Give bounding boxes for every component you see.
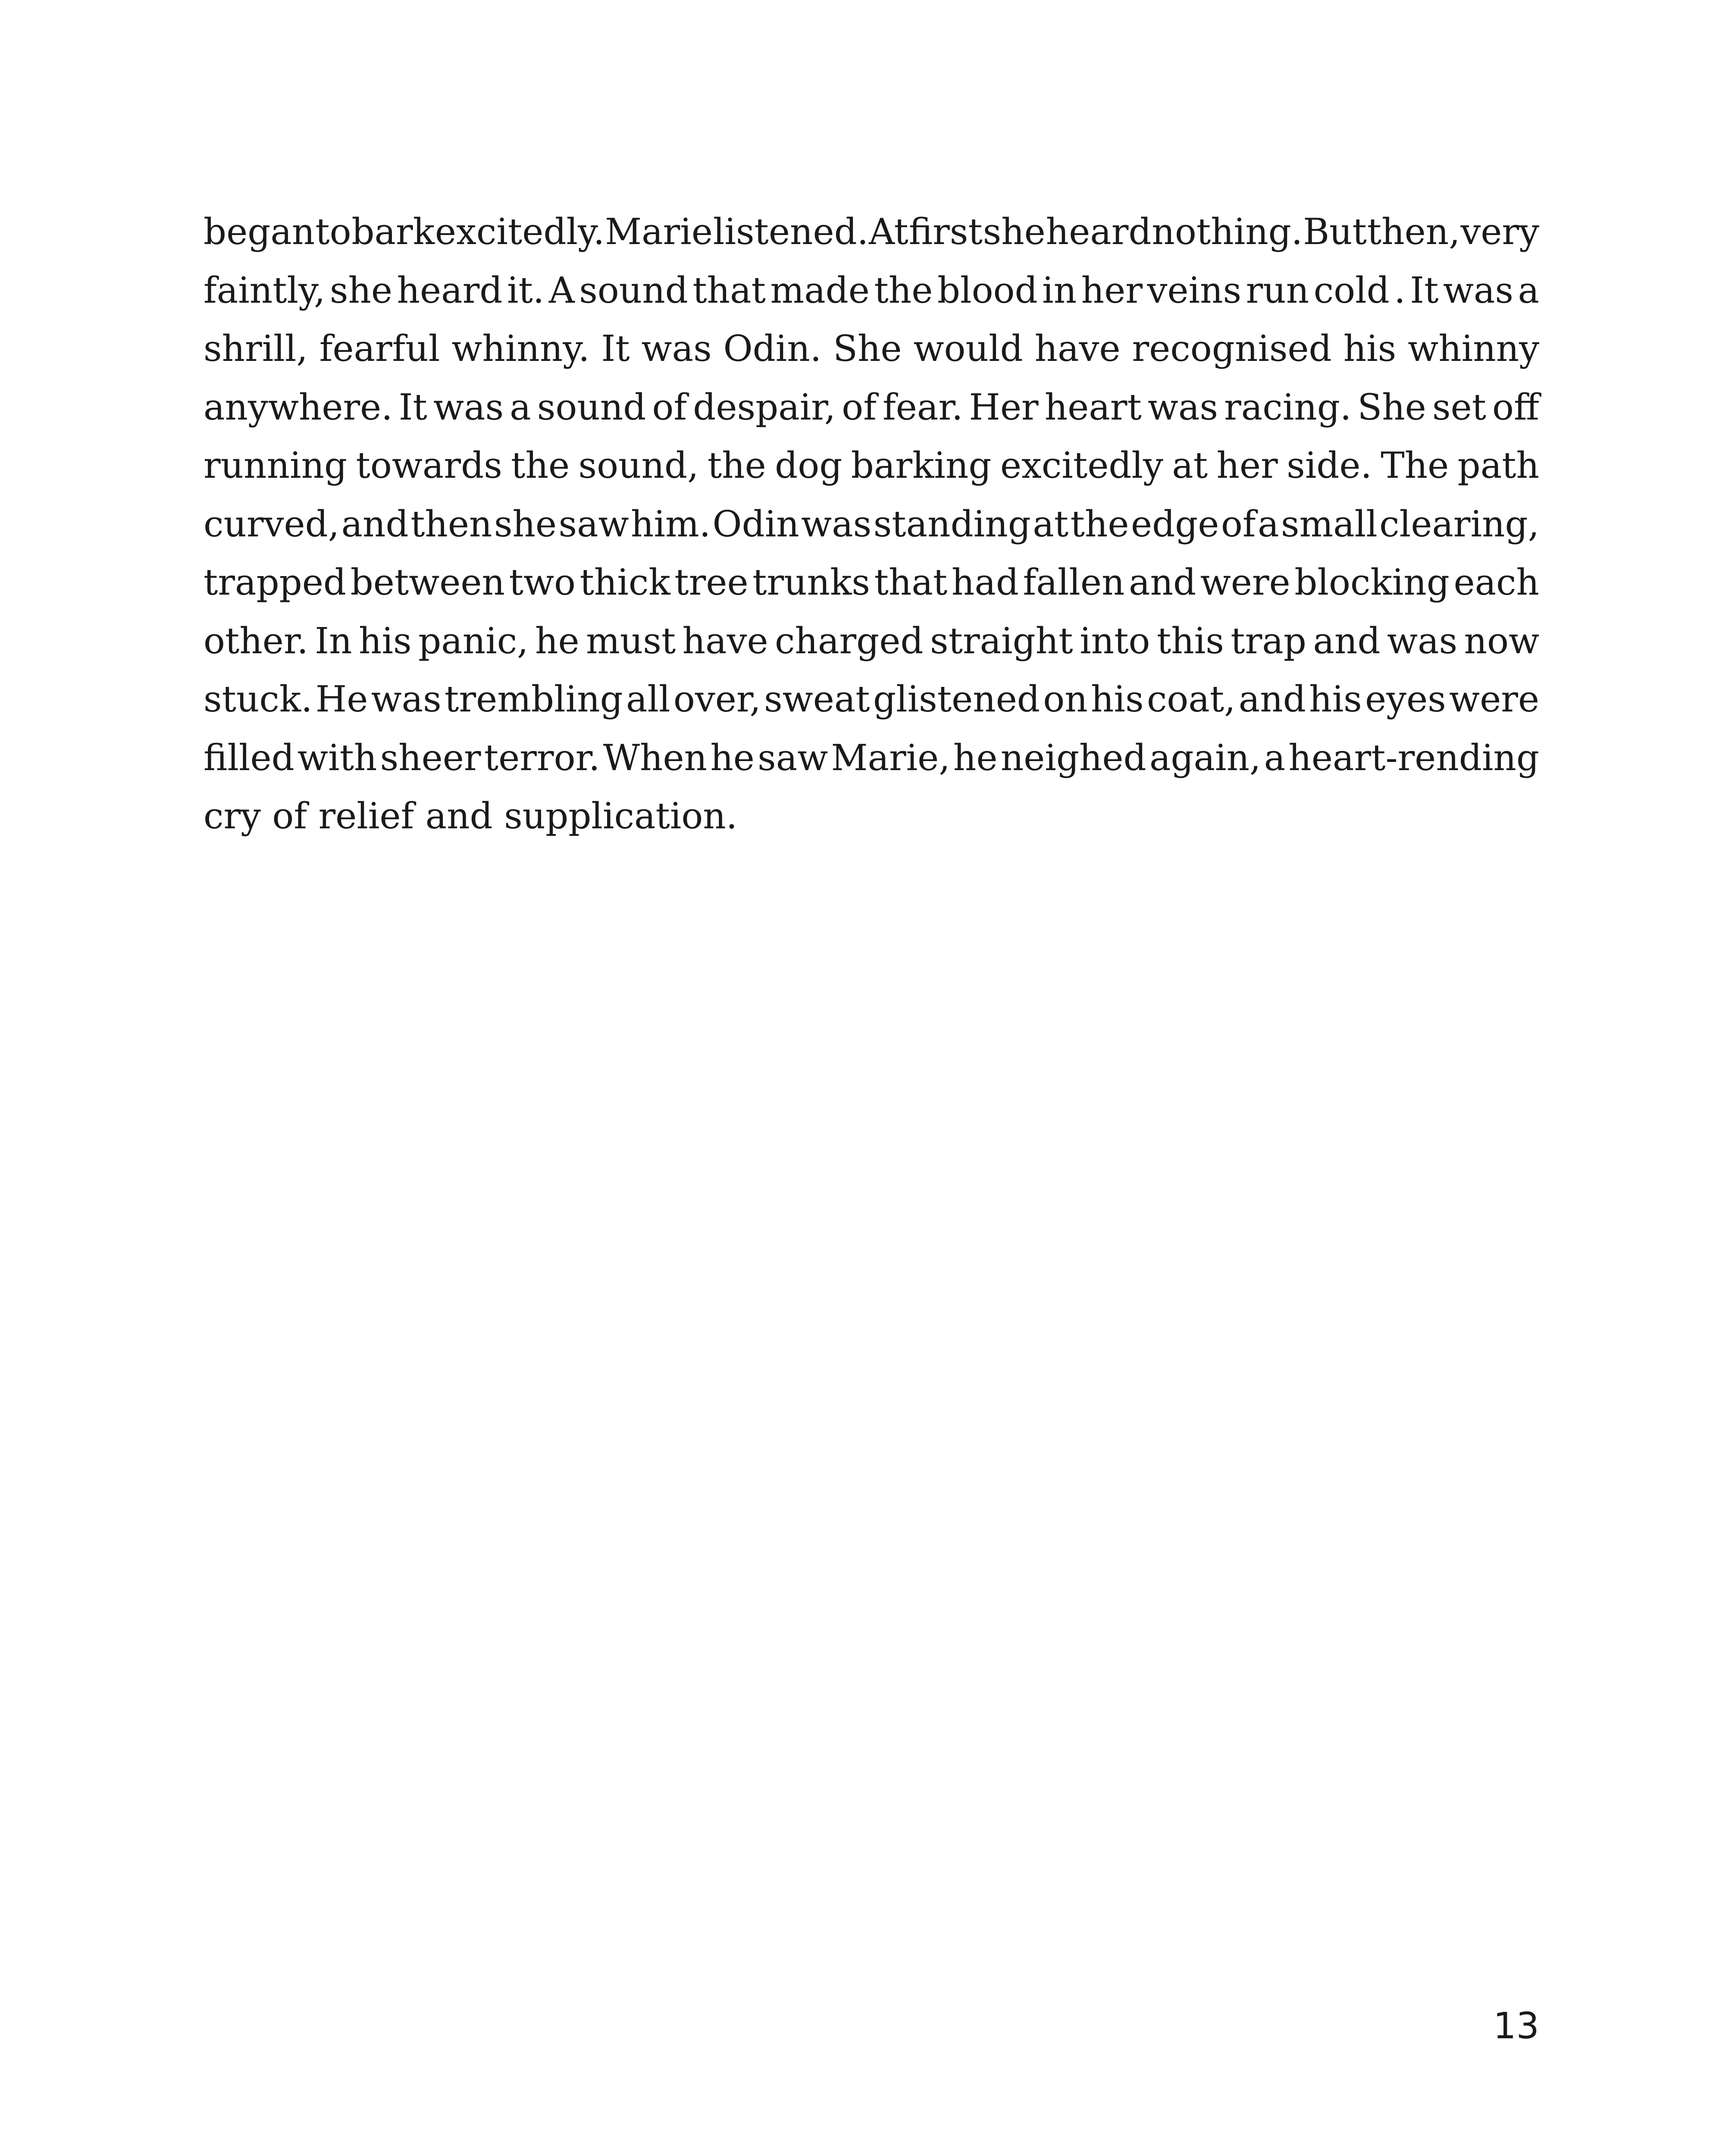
body-paragraph — [204, 203, 1539, 846]
text-line: cry of relief and supplication. — [204, 795, 738, 837]
text-line: anywhere. It was a sound of despair, of fear. Her heart was racing. She set off — [204, 386, 1539, 428]
text-line: shrill, fearful whinny. It was Odin. She would have recognised his whinny — [204, 328, 1539, 370]
text-line: stuck. He was trembling all over, sweat glistened on his coat, and his eyes were — [204, 678, 1539, 720]
text-line: curved, and then she saw him. Odin was standing at the edge of a small clearing, — [204, 503, 1539, 545]
text-line: filled with sheer terror. When he saw Marie, he neighed again, a heart-rending — [204, 736, 1539, 779]
page-number: 13 — [1493, 2005, 1539, 2047]
text-line: trapped between two thick tree trunks that had fallen and were blocking each — [204, 561, 1539, 603]
text-line: began to bark excitedly. Marie listened. At first she heard nothing. But then, very — [204, 211, 1539, 253]
text-line: faintly, she heard it. A sound that made the blood in her veins run cold . It was a — [204, 269, 1539, 311]
text-line: other. In his panic, he must have charged straight into this trap and was now — [204, 620, 1539, 662]
text-line: running towards the sound, the dog barking excitedly at her side. The path — [204, 445, 1539, 486]
